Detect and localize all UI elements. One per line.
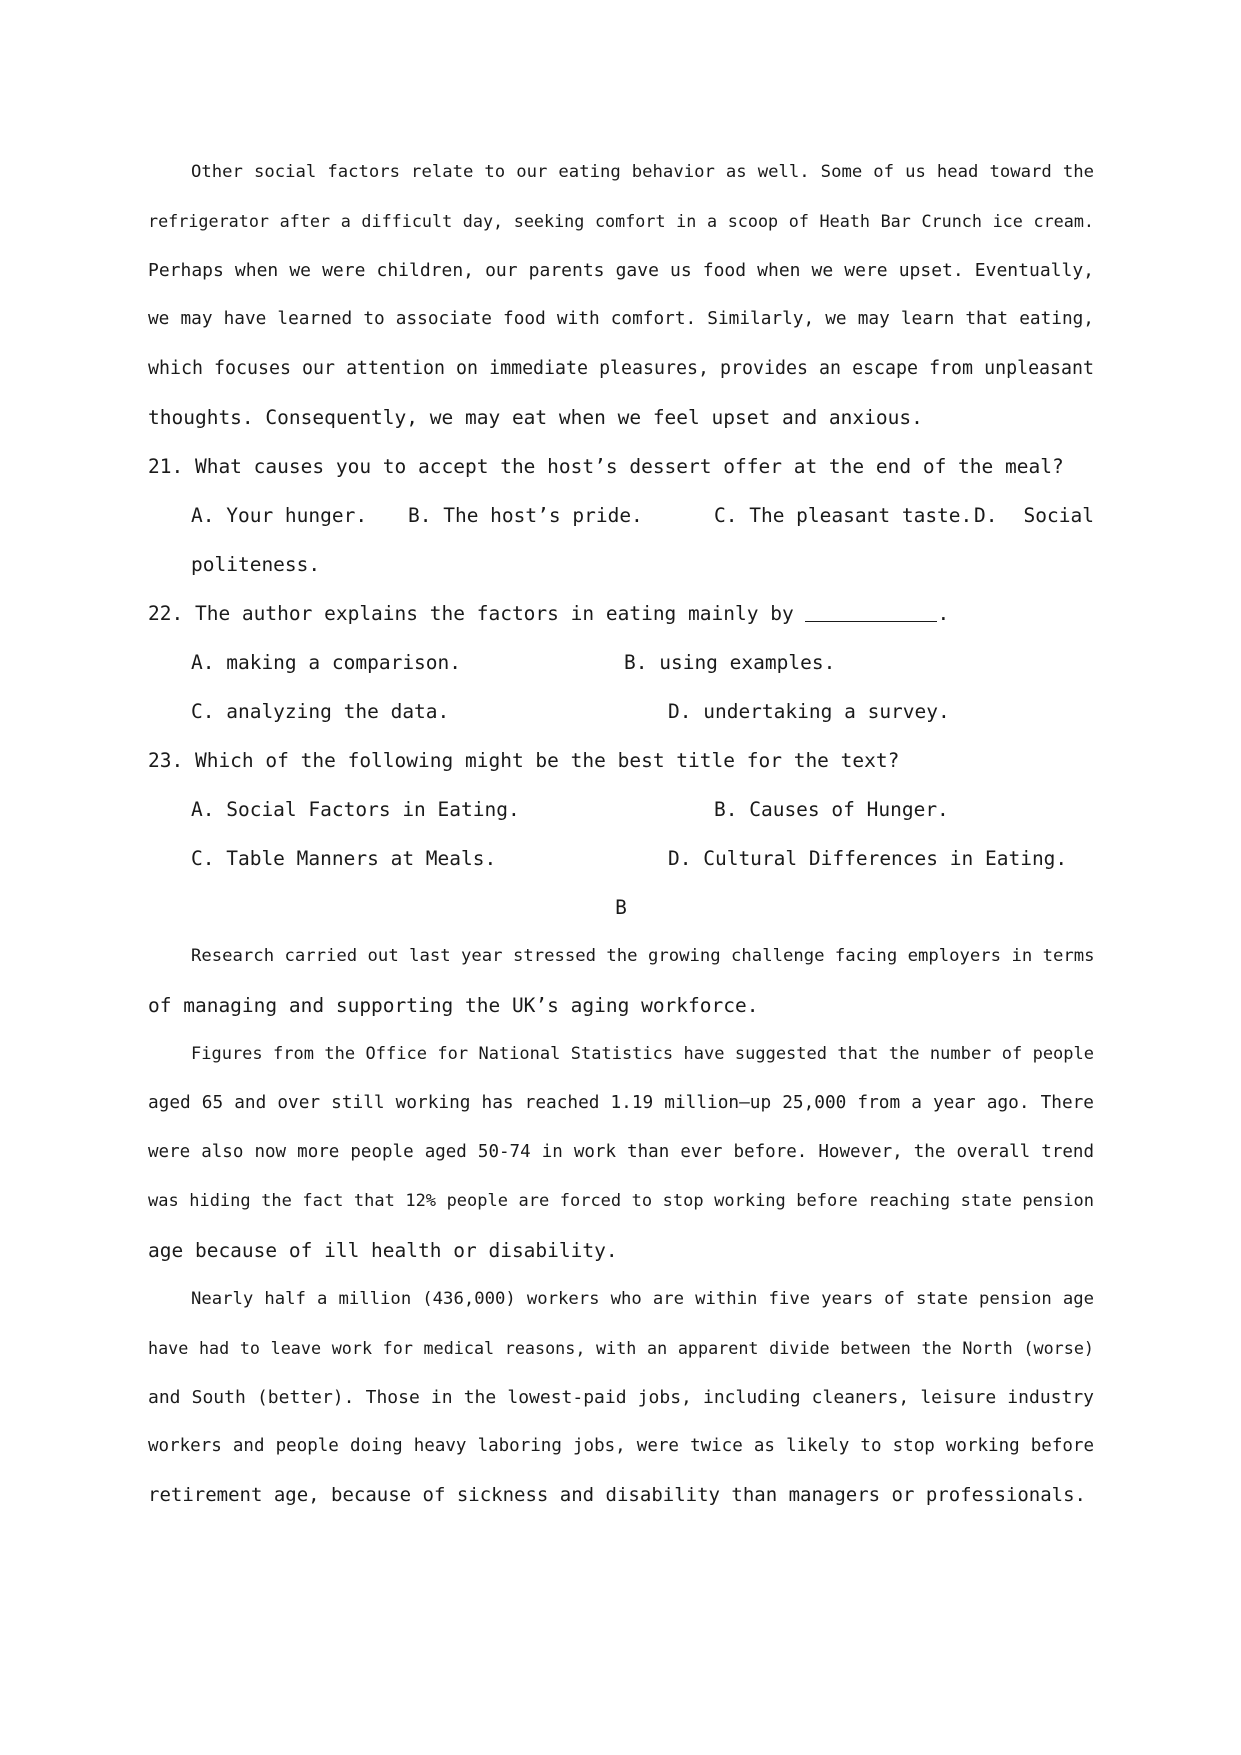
option-d: D. Cultural Differences in Eating. xyxy=(668,847,1068,870)
question-23 xyxy=(148,736,1094,883)
option-d-letter: D. xyxy=(974,504,998,527)
option-d-text: Social xyxy=(1023,504,1094,527)
text-line: retirement age, because of sickness and disability than managers or professionals. xyxy=(148,1484,1086,1506)
option-c: C. analyzing the data. xyxy=(191,700,450,723)
passage-b-paragraph-3 xyxy=(148,1275,1094,1520)
option-c: C. Table Manners at Meals. xyxy=(191,847,497,870)
question-stem: 21. What causes you to accept the host’s dessert offer at the end of the meal? xyxy=(148,455,1064,478)
question-options-row xyxy=(148,638,1094,687)
option-a: A. making a comparison. xyxy=(191,651,462,674)
option-b: B. Causes of Hunger. xyxy=(714,798,949,821)
text-line: which focuses our attention on immediate pleasures, provides an escape from unpleasant xyxy=(148,358,1094,379)
question-options-row xyxy=(148,687,1094,736)
passage-b-paragraph-2 xyxy=(148,1030,1094,1275)
text-line: and South (better). Those in the lowest-paid jobs, including cleaners, leisure industry xyxy=(148,1387,1094,1408)
question-stem-end: . xyxy=(937,602,950,625)
section-heading: B xyxy=(615,896,627,919)
text-line: thoughts. Consequently, we may eat when we feel upset and anxious. xyxy=(148,406,923,429)
text-line: age because of ill health or disability. xyxy=(148,1239,618,1262)
option-b: B. The host’s pride. xyxy=(408,504,643,527)
text-line: Figures from the Office for National Statistics have suggested that the number of people xyxy=(191,1044,1094,1064)
question-21 xyxy=(148,442,1094,589)
passage-a-paragraph xyxy=(148,148,1094,442)
text-line: Nearly half a million (436,000) workers who are within five years of state pension age xyxy=(191,1289,1094,1309)
option-b: B. using examples. xyxy=(624,651,836,674)
text-line: Perhaps when we were children, our parents gave us food when we were upset. Eventually, xyxy=(148,260,1094,281)
answer-blank xyxy=(805,599,937,622)
passage-b-paragraph-1 xyxy=(148,932,1094,1030)
text-line: were also now more people aged 50-74 in work than ever before. However, the overall trend xyxy=(148,1142,1094,1162)
question-stem-text: 22. The author explains the factors in eating mainly by xyxy=(148,602,794,625)
text-line: refrigerator after a difficult day, seeking comfort in a scoop of Heath Bar Crunch ice cream. xyxy=(148,211,1094,231)
text-line: of managing and supporting the UK’s aging workforce. xyxy=(148,994,759,1017)
text-line: have had to leave work for medical reasons, with an apparent divide between the North (worse) xyxy=(148,1338,1094,1358)
question-options-row xyxy=(148,785,1094,834)
option-a: A. Your hunger. xyxy=(191,504,368,527)
question-options-row xyxy=(148,491,1094,540)
option-a: A. Social Factors in Eating. xyxy=(191,798,520,821)
option-c: C. The pleasant taste. xyxy=(714,504,973,527)
option-d-continuation: politeness. xyxy=(191,553,321,576)
question-stem: 23. Which of the following might be the best title for the text? xyxy=(148,749,900,772)
exam-page xyxy=(148,148,1094,1520)
question-stem xyxy=(148,589,1094,638)
text-line: Research carried out last year stressed the growing challenge facing employers in terms xyxy=(191,946,1095,966)
option-d: D. undertaking a survey. xyxy=(668,700,950,723)
text-line: Other social factors relate to our eating behavior as well. Some of us head toward the xyxy=(191,162,1094,182)
text-line: was hiding the fact that 12% people are forced to stop working before reaching state pension xyxy=(148,1191,1094,1211)
question-options-row xyxy=(148,834,1094,883)
text-line: workers and people doing heavy laboring jobs, were twice as likely to stop working before xyxy=(148,1436,1094,1456)
text-line: aged 65 and over still working has reached 1.19 million—up 25,000 from a year ago. There xyxy=(148,1093,1094,1113)
question-22 xyxy=(148,589,1094,736)
text-line: we may have learned to associate food with comfort. Similarly, we may learn that eating, xyxy=(148,309,1094,329)
